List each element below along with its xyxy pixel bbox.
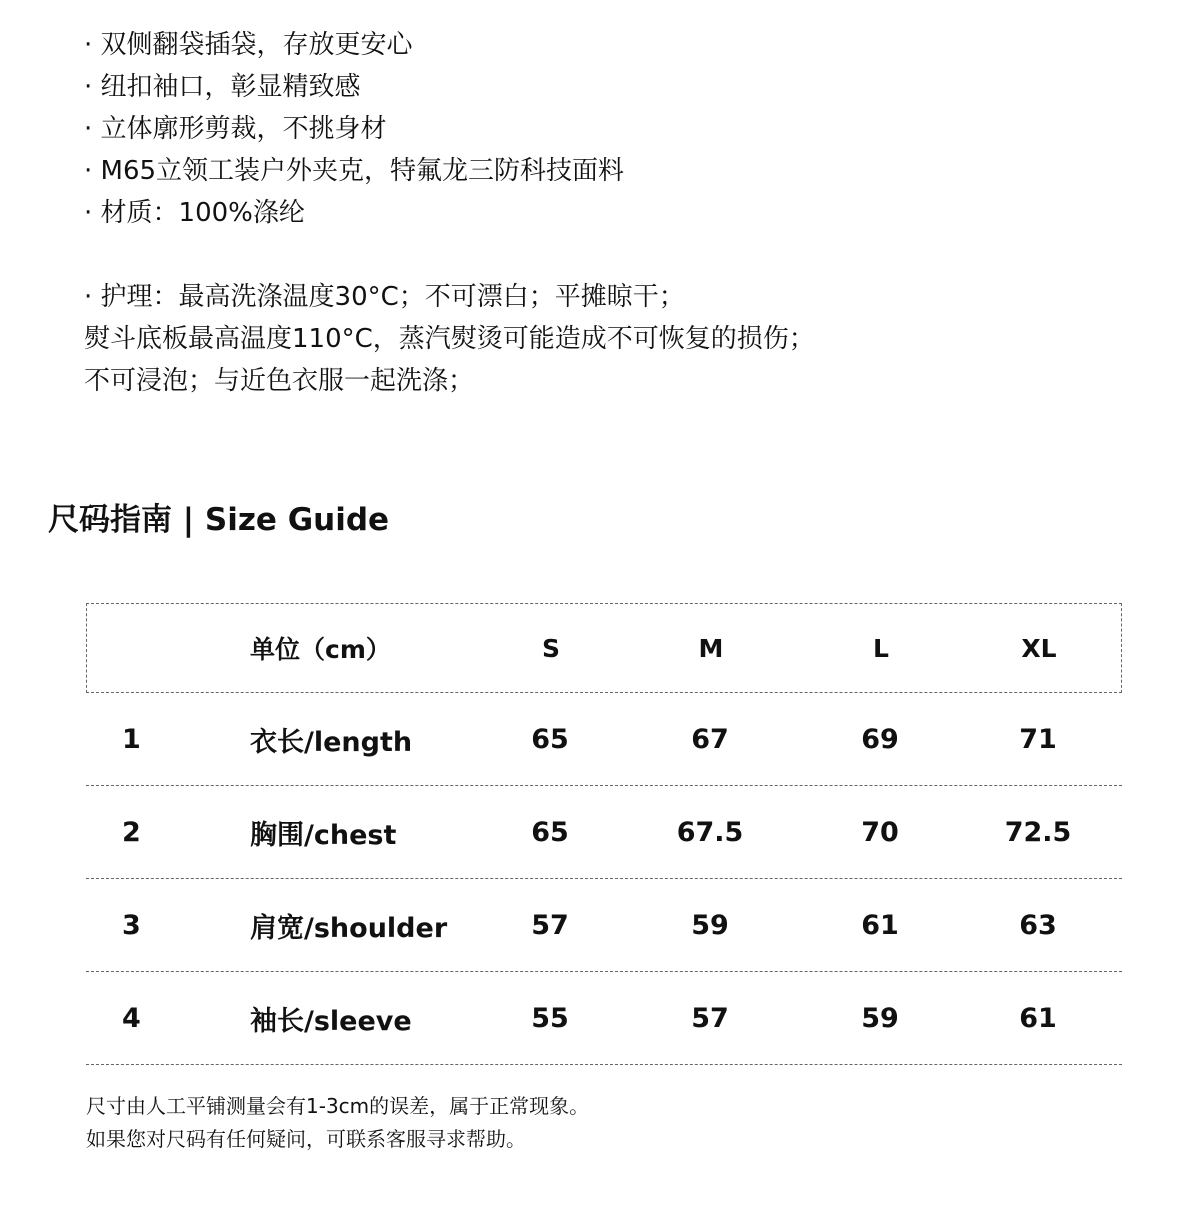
value-m: 57 (691, 1003, 729, 1034)
row-index: 1 (122, 724, 141, 755)
value-l: 59 (861, 1003, 899, 1034)
value-s: 57 (531, 910, 569, 941)
size-table-header (86, 603, 1122, 693)
table-row (86, 972, 1122, 1065)
value-s: 55 (531, 1003, 569, 1034)
measurement-name: 胸围/chest (250, 820, 397, 851)
table-row (86, 693, 1122, 786)
row-index: 2 (122, 817, 141, 848)
care-line: · 护理：最高洗涤温度30°C；不可漂白；平摊晾干； (84, 282, 685, 312)
unit-header: 单位（cm） (250, 635, 391, 664)
feature-line: · 材质：100%涤纶 (84, 198, 305, 228)
note-line: 如果您对尺码有任何疑问，可联系客服寻求帮助。 (86, 1127, 526, 1151)
value-m: 67 (691, 724, 729, 755)
value-m: 67.5 (676, 817, 744, 848)
value-s: 65 (531, 817, 569, 848)
value-xl: 61 (1019, 1003, 1057, 1034)
value-xl: 72.5 (1004, 817, 1072, 848)
size-table (86, 603, 1122, 1065)
feature-line: · 双侧翻袋插袋，存放更安心 (84, 30, 413, 60)
feature-line: · 立体廓形剪裁，不挑身材 (84, 114, 387, 144)
measurement-name: 衣长/length (250, 727, 413, 758)
measurement-name: 袖长/sleeve (250, 1006, 412, 1037)
size-header-xl: XL (1021, 633, 1057, 663)
table-row (86, 879, 1122, 972)
feature-line: · M65立领工装户外夹克，特氟龙三防科技面料 (84, 156, 625, 186)
size-header-l: L (873, 633, 889, 663)
note-line: 尺寸由人工平铺测量会有1-3cm的误差，属于正常现象。 (86, 1094, 590, 1118)
row-index: 4 (122, 1003, 141, 1034)
value-l: 70 (861, 817, 899, 848)
row-divider (86, 1064, 1122, 1065)
value-m: 59 (691, 910, 729, 941)
size-header-s: S (541, 633, 560, 663)
spacer (84, 234, 1144, 276)
value-l: 61 (861, 910, 899, 941)
value-xl: 63 (1019, 910, 1057, 941)
size-notes (86, 1090, 589, 1156)
value-xl: 71 (1019, 724, 1057, 755)
measurement-name: 肩宽/shoulder (250, 913, 448, 944)
product-features (84, 24, 1144, 402)
size-guide-title: 尺码指南 | Size Guide (48, 502, 390, 538)
row-index: 3 (122, 910, 141, 941)
feature-line: · 纽扣袖口，彰显精致感 (84, 72, 361, 102)
value-l: 69 (861, 724, 899, 755)
care-line: 熨斗底板最高温度110°C，蒸汽熨烫可能造成不可恢复的损伤； (84, 324, 815, 354)
care-line: 不可浸泡；与近色衣服一起洗涤； (84, 366, 475, 396)
value-s: 65 (531, 724, 569, 755)
size-header-m: M (698, 633, 724, 663)
table-row (86, 786, 1122, 879)
